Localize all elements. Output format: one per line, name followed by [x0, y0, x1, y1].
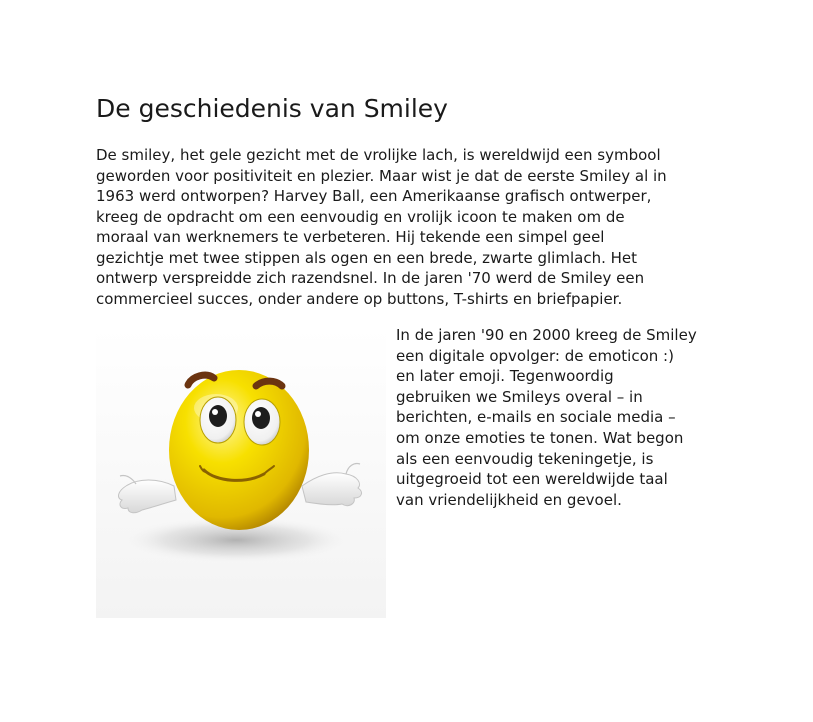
side-line: van vriendelijkheid en gevoel.: [396, 490, 622, 509]
intro-line: commercieel succes, onder andere op buttons, T-shirts en briefpapier.: [96, 289, 623, 308]
side-line: In de jaren '90 en 2000 kreeg de Smiley: [396, 326, 697, 344]
intro-line: gezichtje met twee stippen als ogen en een brede, zwarte glimlach. Het: [96, 248, 638, 267]
side-line: uitgegroeid tot een wereldwijde taal: [396, 470, 668, 489]
side-line: om onze emoties te tonen. Wat begon: [396, 428, 684, 447]
page-title: De geschiedenis van Smiley: [96, 94, 448, 123]
side-paragraph: [396, 325, 726, 510]
side-line: gebruiken we Smileys overal – in: [396, 387, 643, 406]
side-line: een digitale opvolger: de emoticon :): [396, 346, 674, 365]
intro-line: geworden voor positiviteit en plezier. Maar wist je dat de eerste Smiley al in: [96, 166, 667, 185]
intro-line: De smiley, het gele gezicht met de vrolijke lach, is wereldwijd een symbool: [96, 146, 661, 164]
smiley-face: [169, 370, 309, 530]
intro-line: 1963 werd ontworpen? Harvey Ball, een Amerikaanse grafisch ontwerper,: [96, 187, 652, 205]
side-line: als een eenvoudig tekeningetje, is: [396, 449, 654, 468]
smiley-image: [96, 328, 386, 618]
side-line: berichten, e-mails en sociale media –: [396, 408, 676, 427]
intro-line: kreeg de opdracht om een eenvoudig en vrolijk icoon te maken om de: [96, 207, 625, 226]
intro-line: moraal van werknemers te verbeteren. Hij tekende een simpel geel: [96, 228, 605, 246]
intro-line: ontwerp verspreidde zich razendsnel. In de jaren '70 werd de Smiley een: [96, 269, 645, 287]
intro-paragraph: [96, 145, 726, 309]
side-line: en later emoji. Tegenwoordig: [396, 367, 614, 386]
shrugging-smiley-icon: [96, 328, 386, 618]
